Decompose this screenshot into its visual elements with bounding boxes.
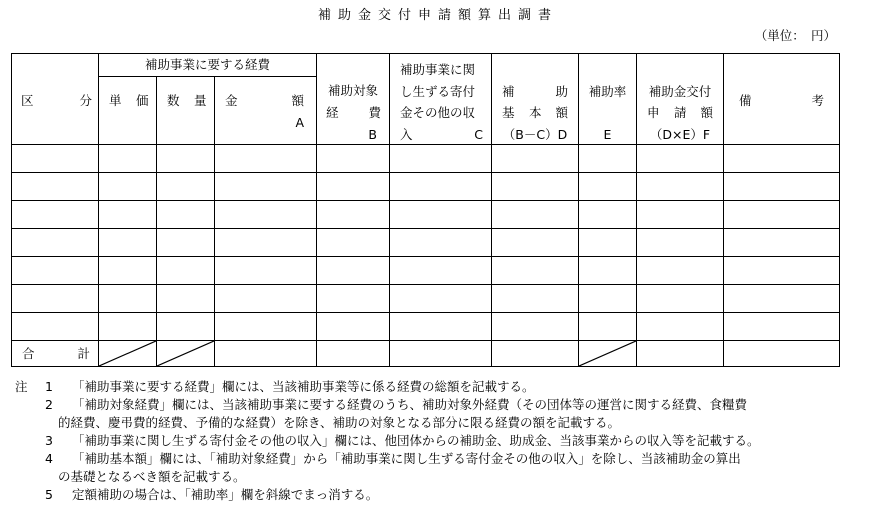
total-label: 合 計 xyxy=(12,341,99,367)
table-row xyxy=(12,285,840,313)
slash-line xyxy=(157,341,214,366)
table-row xyxy=(12,313,840,341)
header-biko: 備 考 xyxy=(724,54,840,145)
header-taisho: 補助対象 経 費 B xyxy=(317,54,390,145)
total-ritsu-slashed xyxy=(579,341,637,367)
calculation-table xyxy=(11,53,840,367)
header-kifukin: 補助事業に関 し生ずる寄付 金その他の収 入 C xyxy=(390,54,492,145)
document-title: 補助金交付申請額算出調書 xyxy=(317,8,558,23)
header-hojo-jigyo: 補助事業に要する経費 xyxy=(99,54,317,77)
header-kofu: 補助金交付 申 請 額 （D×E）F xyxy=(637,54,724,145)
notes-label: 注 xyxy=(15,379,28,394)
total-suryo-slashed xyxy=(157,341,215,367)
table-row xyxy=(12,201,840,229)
table-row xyxy=(12,229,840,257)
table-row xyxy=(12,145,840,173)
total-row xyxy=(12,341,840,367)
header-suryo: 数 量 xyxy=(157,77,215,145)
slash-line xyxy=(99,341,156,366)
total-tanka-slashed xyxy=(99,341,157,367)
header-kihon: 補 助 基 本 額 （B－C）D xyxy=(492,54,579,145)
unit-label: （単位： 円） xyxy=(754,28,836,43)
header-kubun: 区 分 xyxy=(12,54,99,145)
header-ritsu: 補助率 E xyxy=(579,54,637,145)
slash-line xyxy=(579,341,636,366)
header-kingaku: 金 額 A xyxy=(215,77,317,145)
header-tanka: 単 価 xyxy=(99,77,157,145)
table-row xyxy=(12,257,840,285)
table-row xyxy=(12,173,840,201)
